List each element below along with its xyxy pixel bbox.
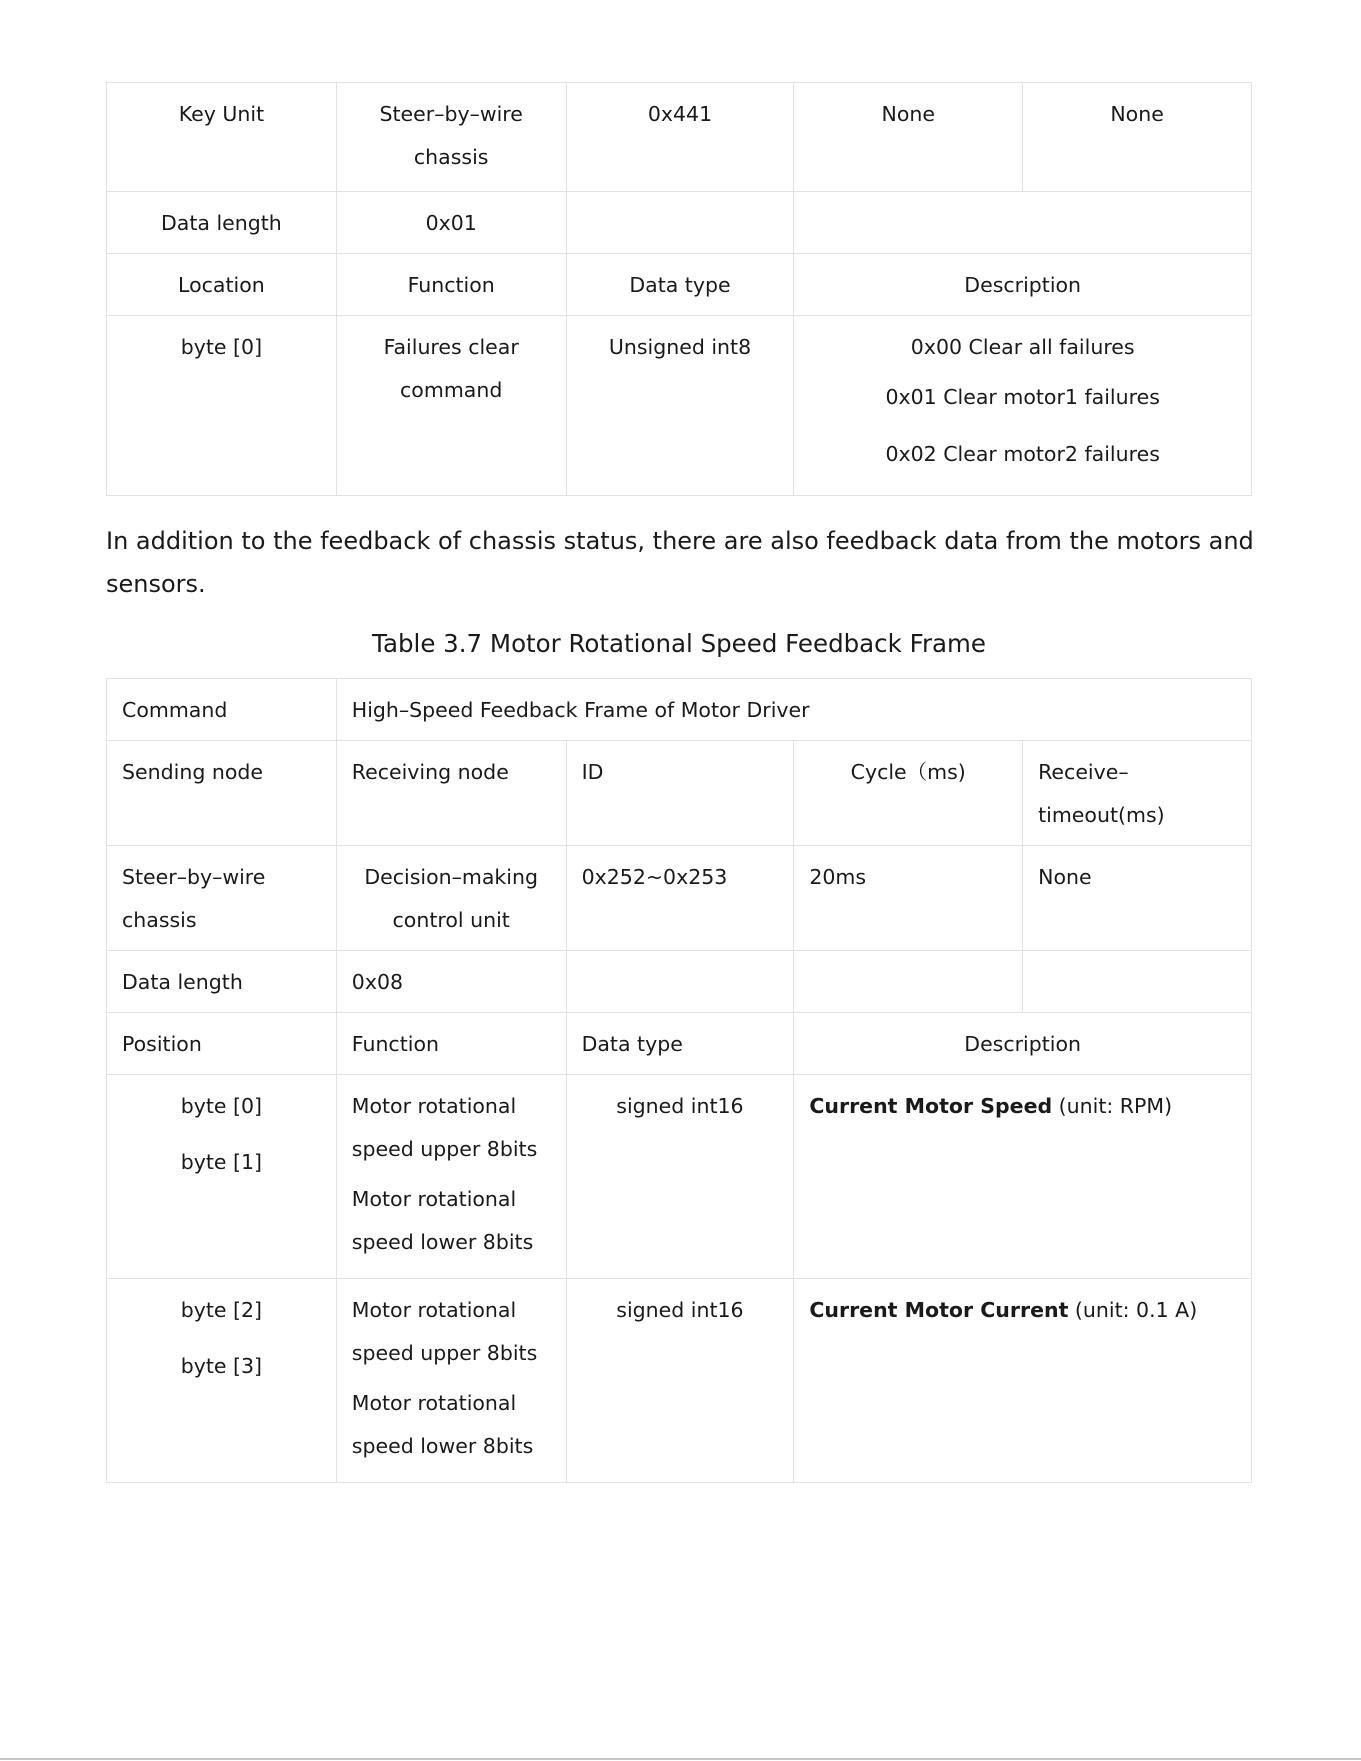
cycle-value: 20ms: [794, 846, 1023, 951]
position-value: [107, 1075, 337, 1279]
timeout-value: None: [1023, 846, 1252, 951]
description-value: [794, 1279, 1252, 1483]
description-line: 0x02 Clear motor2 failures: [885, 442, 1160, 466]
function-line: Motor rotational: [351, 1187, 517, 1211]
empty-cell: [1023, 951, 1252, 1013]
empty-cell: [794, 192, 1252, 254]
table-caption: Table 3.7 Motor Rotational Speed Feedback Frame: [372, 629, 986, 658]
description-line: 0x00 Clear all failures: [910, 335, 1135, 359]
col-header-data-type: Data type: [566, 1013, 794, 1075]
key-unit-node-line1: Steer–by–wire: [379, 102, 523, 126]
sending-node-value: [107, 846, 337, 951]
description-value: [794, 1075, 1252, 1279]
body-paragraph: In addition to the feedback of chassis status, there are also feedback data from the motors and sensors.: [106, 527, 1254, 598]
key-unit-cycle: None: [794, 83, 1023, 192]
function-line: speed lower 8bits: [351, 1434, 534, 1458]
function-line: command: [400, 378, 503, 402]
data-type-value: signed int16: [566, 1075, 794, 1279]
col-header-description: Description: [794, 254, 1252, 316]
function-line: Motor rotational: [351, 1298, 517, 1322]
command-label: Command: [107, 679, 337, 741]
data-length-label: Data length: [107, 951, 337, 1013]
footer-divider: [0, 1758, 1361, 1760]
receiving-node-value: [336, 846, 566, 951]
timeout-label-line1: Receive–: [1038, 760, 1129, 784]
description-unit: (unit: 0.1 A): [1068, 1298, 1198, 1322]
byte-label: byte [1]: [180, 1150, 263, 1174]
col-header-location: Location: [107, 254, 337, 316]
id-value: 0x252~0x253: [566, 846, 794, 951]
function-line: speed upper 8bits: [351, 1137, 538, 1161]
description-unit: (unit: RPM): [1052, 1094, 1173, 1118]
data-type-value: Unsigned int8: [566, 316, 794, 496]
empty-cell: [566, 951, 794, 1013]
key-unit-label: Key Unit: [107, 83, 337, 192]
timeout-label-line2: timeout(ms): [1038, 803, 1165, 827]
data-length-label: Data length: [107, 192, 337, 254]
position-value: [107, 1279, 337, 1483]
command-value: High–Speed Feedback Frame of Motor Driver: [336, 679, 1251, 741]
description-value: [794, 316, 1252, 496]
sending-node-line2: chassis: [122, 908, 197, 932]
receiving-node-line1: Decision–making: [364, 865, 538, 889]
byte-label: byte [0]: [180, 1094, 263, 1118]
col-header-function: Function: [336, 254, 566, 316]
receiving-node-label: Receiving node: [336, 741, 566, 846]
col-header-description: Description: [794, 1013, 1252, 1075]
function-value: [336, 316, 566, 496]
byte-label: byte [2]: [180, 1298, 263, 1322]
function-line: Motor rotational: [351, 1391, 517, 1415]
empty-cell: [794, 951, 1023, 1013]
data-length-value: 0x01: [336, 192, 566, 254]
key-unit-id: 0x441: [566, 83, 794, 192]
data-length-value: 0x08: [336, 951, 566, 1013]
function-value: [336, 1279, 566, 1483]
failure-clear-table: [106, 82, 1252, 496]
data-type-value: signed int16: [566, 1279, 794, 1483]
byte-label: byte [3]: [180, 1354, 263, 1378]
function-line: Motor rotational: [351, 1094, 517, 1118]
key-unit-node: [336, 83, 566, 192]
function-line: speed upper 8bits: [351, 1341, 538, 1365]
description-bold: Current Motor Speed: [809, 1094, 1053, 1118]
description-line: 0x01 Clear motor1 failures: [885, 385, 1160, 409]
col-header-data-type: Data type: [566, 254, 794, 316]
timeout-label: [1023, 741, 1252, 846]
cycle-label: Cycle（ms): [794, 741, 1023, 846]
function-line: Failures clear: [383, 335, 519, 359]
col-header-function: Function: [336, 1013, 566, 1075]
id-label: ID: [566, 741, 794, 846]
motor-speed-feedback-table: [106, 678, 1252, 1483]
location-value: byte [0]: [107, 316, 337, 496]
sending-node-line1: Steer–by–wire: [122, 865, 266, 889]
key-unit-node-line2: chassis: [413, 145, 489, 169]
receiving-node-line2: control unit: [392, 908, 510, 932]
function-line: speed lower 8bits: [351, 1230, 534, 1254]
description-bold: Current Motor Current: [809, 1298, 1069, 1322]
empty-cell: [566, 192, 794, 254]
key-unit-timeout: None: [1023, 83, 1252, 192]
col-header-position: Position: [107, 1013, 337, 1075]
function-value: [336, 1075, 566, 1279]
sending-node-label: Sending node: [107, 741, 337, 846]
